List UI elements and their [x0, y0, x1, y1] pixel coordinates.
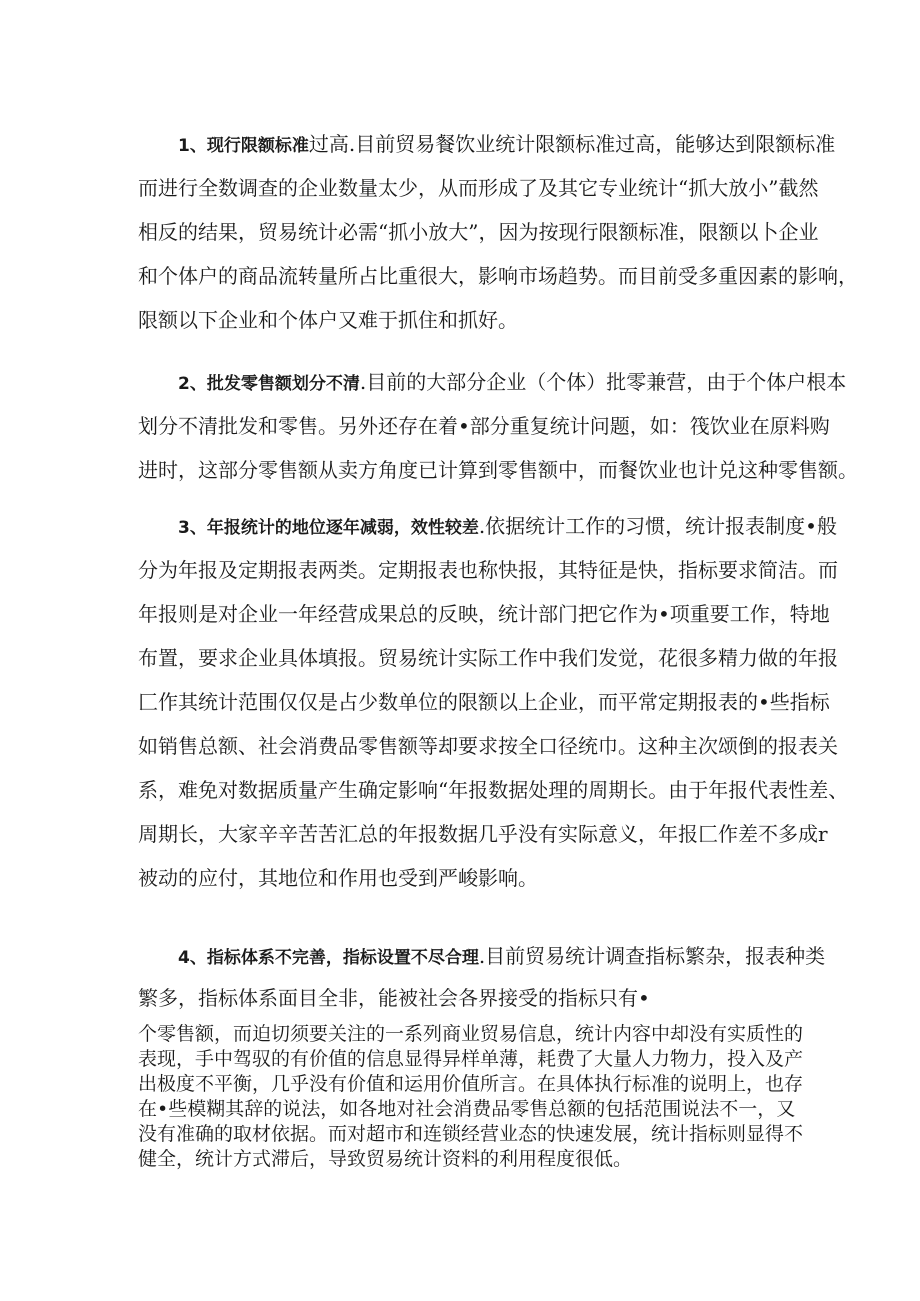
paragraph-line: 匚作其统计范围仅仅是占少数单位的限额以上企业，而平常定期报表的•些指标	[138, 690, 830, 714]
paragraph-line: 繁多，指标体系面目全非，能被社会各界接受的指标只有•	[138, 986, 650, 1010]
paragraph-line: 健全，统计方式滞后，导致贸易统计资料的利用程度很低。	[138, 1148, 633, 1170]
paragraph-line: 个零售额，而迫切须要关注的一系列商业贸易信息，统计内容中却没有实质性的	[138, 1023, 804, 1045]
paragraph-line: 没有准确的取材依据。而对超市和连锁经营业态的快速发展，统计指标则显得不	[138, 1123, 804, 1145]
paragraph-heading: 1、现行限额标准	[178, 136, 309, 156]
paragraph-5	[138, 1022, 804, 1172]
paragraph-text: .目前的大部分企业（个体）批零兼营，由于个体户根本	[359, 370, 847, 394]
paragraph-4	[138, 944, 826, 1014]
paragraph-line: 在•些模糊其辞的说法，如各地对社会消费品零售总额的包括范围说法不一，又	[138, 1098, 796, 1120]
paragraph-line	[138, 132, 836, 156]
paragraph-line: 出极度不平衡，几乎没有价值和运用价值所言。在具体执行标准的说明上，也存	[138, 1073, 804, 1095]
paragraph-line: 分为年报及定期报表两类。定期报表也称快报，其特征是快，指标要求简洁。而	[138, 558, 838, 582]
paragraph-line: 而进行全数调查的企业数量太少，从而形成了及其它专业统计“抓大放小”截然	[138, 176, 819, 200]
paragraph-line	[138, 370, 847, 394]
paragraph-1	[138, 132, 858, 352]
paragraph-line: 相反的结果，贸易统计必需“抓小放大”，因为按现行限额标准，限额以卜企业	[138, 220, 819, 244]
paragraph-line: 如销售总额、社会消费品零售额等却要求按全口径统巾。这种主次颂倒的报表关	[138, 734, 838, 758]
paragraph-text: .目前贸易统计调查指标繁杂，报表种类	[478, 944, 826, 968]
paragraph-heading: 3、年报统计的地位逐年减弱，效性较差	[178, 518, 479, 538]
paragraph-line: 年报则是对企业一年经营成果总的反映，统计部门把它作为•项重要工作，特地	[138, 602, 830, 626]
paragraph-line: 布置，要求企业具体填报。贸易统计实际工作中我们发觉，花很多精力做的年报	[138, 646, 838, 670]
paragraph-2	[138, 370, 858, 502]
paragraph-line: 限额以下企业和个体户又难于抓住和抓好。	[138, 308, 518, 332]
paragraph-line: 和个体户的商品流转量所占比重很大，影响市场趋势。而目前受多重因素的影响，	[138, 264, 858, 288]
paragraph-3	[138, 514, 849, 910]
paragraph-line	[138, 514, 837, 538]
paragraph-text: .依据统计工作的习惯，统计报表制度•般	[478, 514, 837, 538]
paragraph-line: 进时，这部分零售额从卖方角度已计算到零售额中，而餐饮业也计兑这种零售额。	[138, 458, 858, 482]
paragraph-text: 过高.目前贸易餐饮业统计限额标准过高，能够达到限额标准	[308, 132, 836, 156]
paragraph-line: 系，难免对数据质量产生确定影响“年报数据处理的周期长。由于年报代表性差、	[138, 778, 849, 802]
paragraph-heading: 2、批发零售额划分不清	[178, 374, 360, 394]
paragraph-heading: 4、指标体系不完善，指标设置不尽合理	[178, 948, 479, 968]
paragraph-line: 表现，手中驾驭的有价值的信息显得异样单薄，耗费了大量人力物力，投入及产	[138, 1048, 804, 1070]
paragraph-line: 周期长，大家辛辛苦苦汇总的年报数据几乎没有实际意义，年报匚作差不多成r	[138, 822, 828, 846]
paragraph-line	[138, 944, 826, 968]
paragraph-line: 被动的应付，其地位和作用也受到严峻影响。	[138, 866, 538, 890]
paragraph-line: 划分不清批发和零售。另外还存在着•部分重复统计问题，如：筏饮业在原料购	[138, 414, 830, 438]
